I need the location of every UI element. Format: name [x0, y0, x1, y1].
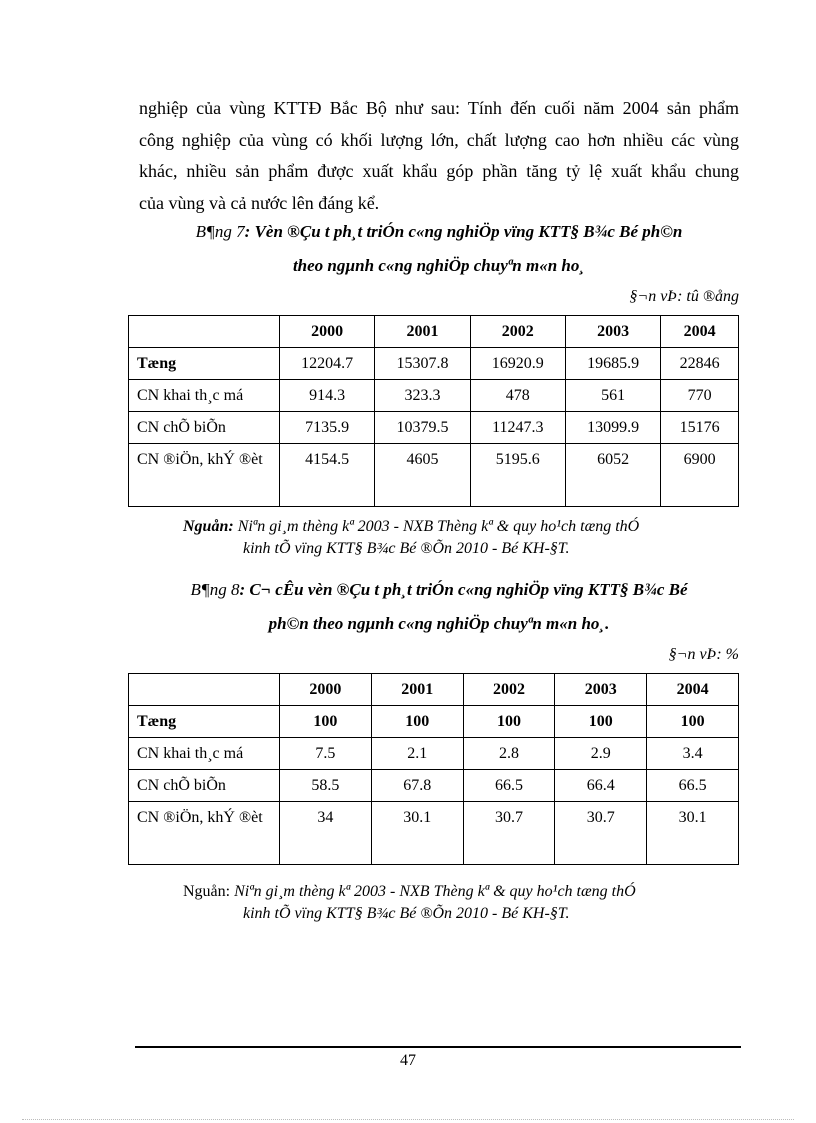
- page-number: 47: [400, 1052, 416, 1069]
- table-cell: 478: [470, 380, 565, 412]
- table-header-cell: 2002: [463, 674, 555, 706]
- paragraph-line: nghiệp của vùng KTTĐ Bắc Bộ như sau: Tính đến cuối năm 2004 sản phẩm: [139, 98, 739, 118]
- table-cell: 12204.7: [280, 348, 375, 380]
- table-cell: 4154.5: [280, 444, 375, 507]
- table-header-cell: [129, 674, 280, 706]
- table-cell: 4605: [375, 444, 470, 507]
- table-cell: 5195.6: [470, 444, 565, 507]
- table-row: [129, 348, 739, 380]
- table-cell: 66.5: [463, 770, 555, 802]
- page-bottom-border: [22, 1119, 794, 1120]
- table-cell: 7.5: [280, 738, 372, 770]
- table-row: [129, 738, 739, 770]
- table-row: [129, 444, 739, 507]
- table-cell: 15307.8: [375, 348, 470, 380]
- footer-divider: [135, 1046, 741, 1048]
- table8-caption-label: B¶ng 8: [190, 580, 240, 599]
- table-cell: 770: [661, 380, 739, 412]
- table-row: [129, 380, 739, 412]
- row-label: CN ®iÖn, khÝ ®èt: [129, 802, 280, 865]
- table-cell: 3.4: [647, 738, 739, 770]
- table-header-cell: 2003: [555, 674, 647, 706]
- table-header-cell: 2001: [371, 674, 463, 706]
- table-cell: 7135.9: [280, 412, 375, 444]
- table7-source-text: Niªn gi¸m thèng kª 2003 - NXB Thèng kª & quy ho¹ch tæng thÓ: [233, 518, 640, 535]
- table-cell: 30.7: [555, 802, 647, 865]
- table7: [128, 315, 739, 507]
- table-cell: 100: [280, 706, 372, 738]
- table-cell: 2.9: [555, 738, 647, 770]
- table-cell: 58.5: [280, 770, 372, 802]
- row-label: CN ®iÖn, khÝ ®èt: [129, 444, 280, 507]
- table7-caption-line2: theo ngµnh c«ng nghiÖp chuyªn m«n ho¸: [292, 256, 586, 275]
- table8-source-text: Niªn gi¸m thèng kª 2003 - NXB Thèng kª & quy ho¹ch tæng thÓ: [230, 883, 636, 900]
- table-header-cell: 2001: [375, 316, 470, 348]
- row-label: Tæng: [129, 348, 280, 380]
- table-cell: 6052: [565, 444, 660, 507]
- table-cell: 66.4: [555, 770, 647, 802]
- table-cell: 2.1: [371, 738, 463, 770]
- table-cell: 561: [565, 380, 660, 412]
- paragraph-line: khác, nhiều sản phẩm được xuất khẩu góp phần tăng tỷ lệ xuất khẩu chung: [139, 161, 739, 181]
- table-cell: 30.1: [647, 802, 739, 865]
- row-label: Tæng: [129, 706, 280, 738]
- table7-unit: §¬n vÞ: tû ®ång: [629, 288, 739, 305]
- table8-caption-title: : C¬ cÊu vèn ®Çu t ph¸t triÓn c«ng nghiÖp vïng KTT§ B¾c Bé: [239, 580, 688, 599]
- table-header-row: [129, 316, 739, 348]
- row-label: CN chÕ biÕn: [129, 770, 280, 802]
- table-row: [129, 770, 739, 802]
- table-row: [129, 802, 739, 865]
- body-paragraph: [139, 93, 739, 219]
- table-cell: 10379.5: [375, 412, 470, 444]
- row-label: CN khai th¸c má: [129, 738, 280, 770]
- table-header-cell: 2000: [280, 674, 372, 706]
- table8-unit: §¬n vÞ: %: [668, 646, 739, 663]
- row-label: CN chÕ biÕn: [129, 412, 280, 444]
- table-cell: 34: [280, 802, 372, 865]
- table-cell: 66.5: [647, 770, 739, 802]
- table-cell: 16920.9: [470, 348, 565, 380]
- table-header-cell: 2004: [661, 316, 739, 348]
- table-cell: 914.3: [280, 380, 375, 412]
- table-cell: 13099.9: [565, 412, 660, 444]
- table8-source-line1: [183, 881, 636, 903]
- row-label: CN khai th¸c má: [129, 380, 280, 412]
- table-cell: 11247.3: [470, 412, 565, 444]
- table8-source-line2: kinh tÕ vïng KTT§ B¾c Bé ®Õn 2010 - Bé KH-§T.: [243, 905, 570, 922]
- table7-caption-line1: [139, 222, 739, 242]
- table8-source-label: Nguån:: [183, 883, 231, 900]
- table7-caption-title: : Vèn ®Çu t ph¸t triÓn c«ng nghiÖp vïng KTT§ B¾c Bé ph©n: [244, 222, 683, 241]
- table-cell: 67.8: [371, 770, 463, 802]
- table7-caption-label: B¶ng 7: [195, 222, 245, 241]
- table7-source-line1: [183, 516, 639, 538]
- table-cell: 15176: [661, 412, 739, 444]
- table-header-row: [129, 674, 739, 706]
- table8-caption-line1: [139, 580, 739, 600]
- table-header-cell: 2003: [565, 316, 660, 348]
- table-cell: 100: [555, 706, 647, 738]
- table-cell: 323.3: [375, 380, 470, 412]
- table-cell: 100: [371, 706, 463, 738]
- table-cell: 6900: [661, 444, 739, 507]
- table8-caption-line2: ph©n theo ngµnh c«ng nghiÖp chuyªn m«n ho¸.: [268, 614, 610, 633]
- paragraph-line: của vùng và cả nước lên đáng kể.: [139, 192, 380, 213]
- table-cell: 30.7: [463, 802, 555, 865]
- table-row: [129, 706, 739, 738]
- table-cell: 100: [463, 706, 555, 738]
- table8: [128, 673, 739, 865]
- table-header-cell: [129, 316, 280, 348]
- table-header-cell: 2004: [647, 674, 739, 706]
- table7-source-line2: kinh tÕ vïng KTT§ B¾c Bé ®Õn 2010 - Bé KH-§T.: [243, 540, 570, 557]
- table-cell: 22846: [661, 348, 739, 380]
- table-header-cell: 2002: [470, 316, 565, 348]
- table7-source-label: Nguån:: [183, 518, 234, 535]
- table-header-cell: 2000: [280, 316, 375, 348]
- table-cell: 2.8: [463, 738, 555, 770]
- table-row: [129, 412, 739, 444]
- table-cell: 100: [647, 706, 739, 738]
- table-cell: 19685.9: [565, 348, 660, 380]
- table-cell: 30.1: [371, 802, 463, 865]
- paragraph-line: công nghiệp của vùng có khối lượng lớn, chất lượng cao hơn nhiều các vùng: [139, 129, 739, 150]
